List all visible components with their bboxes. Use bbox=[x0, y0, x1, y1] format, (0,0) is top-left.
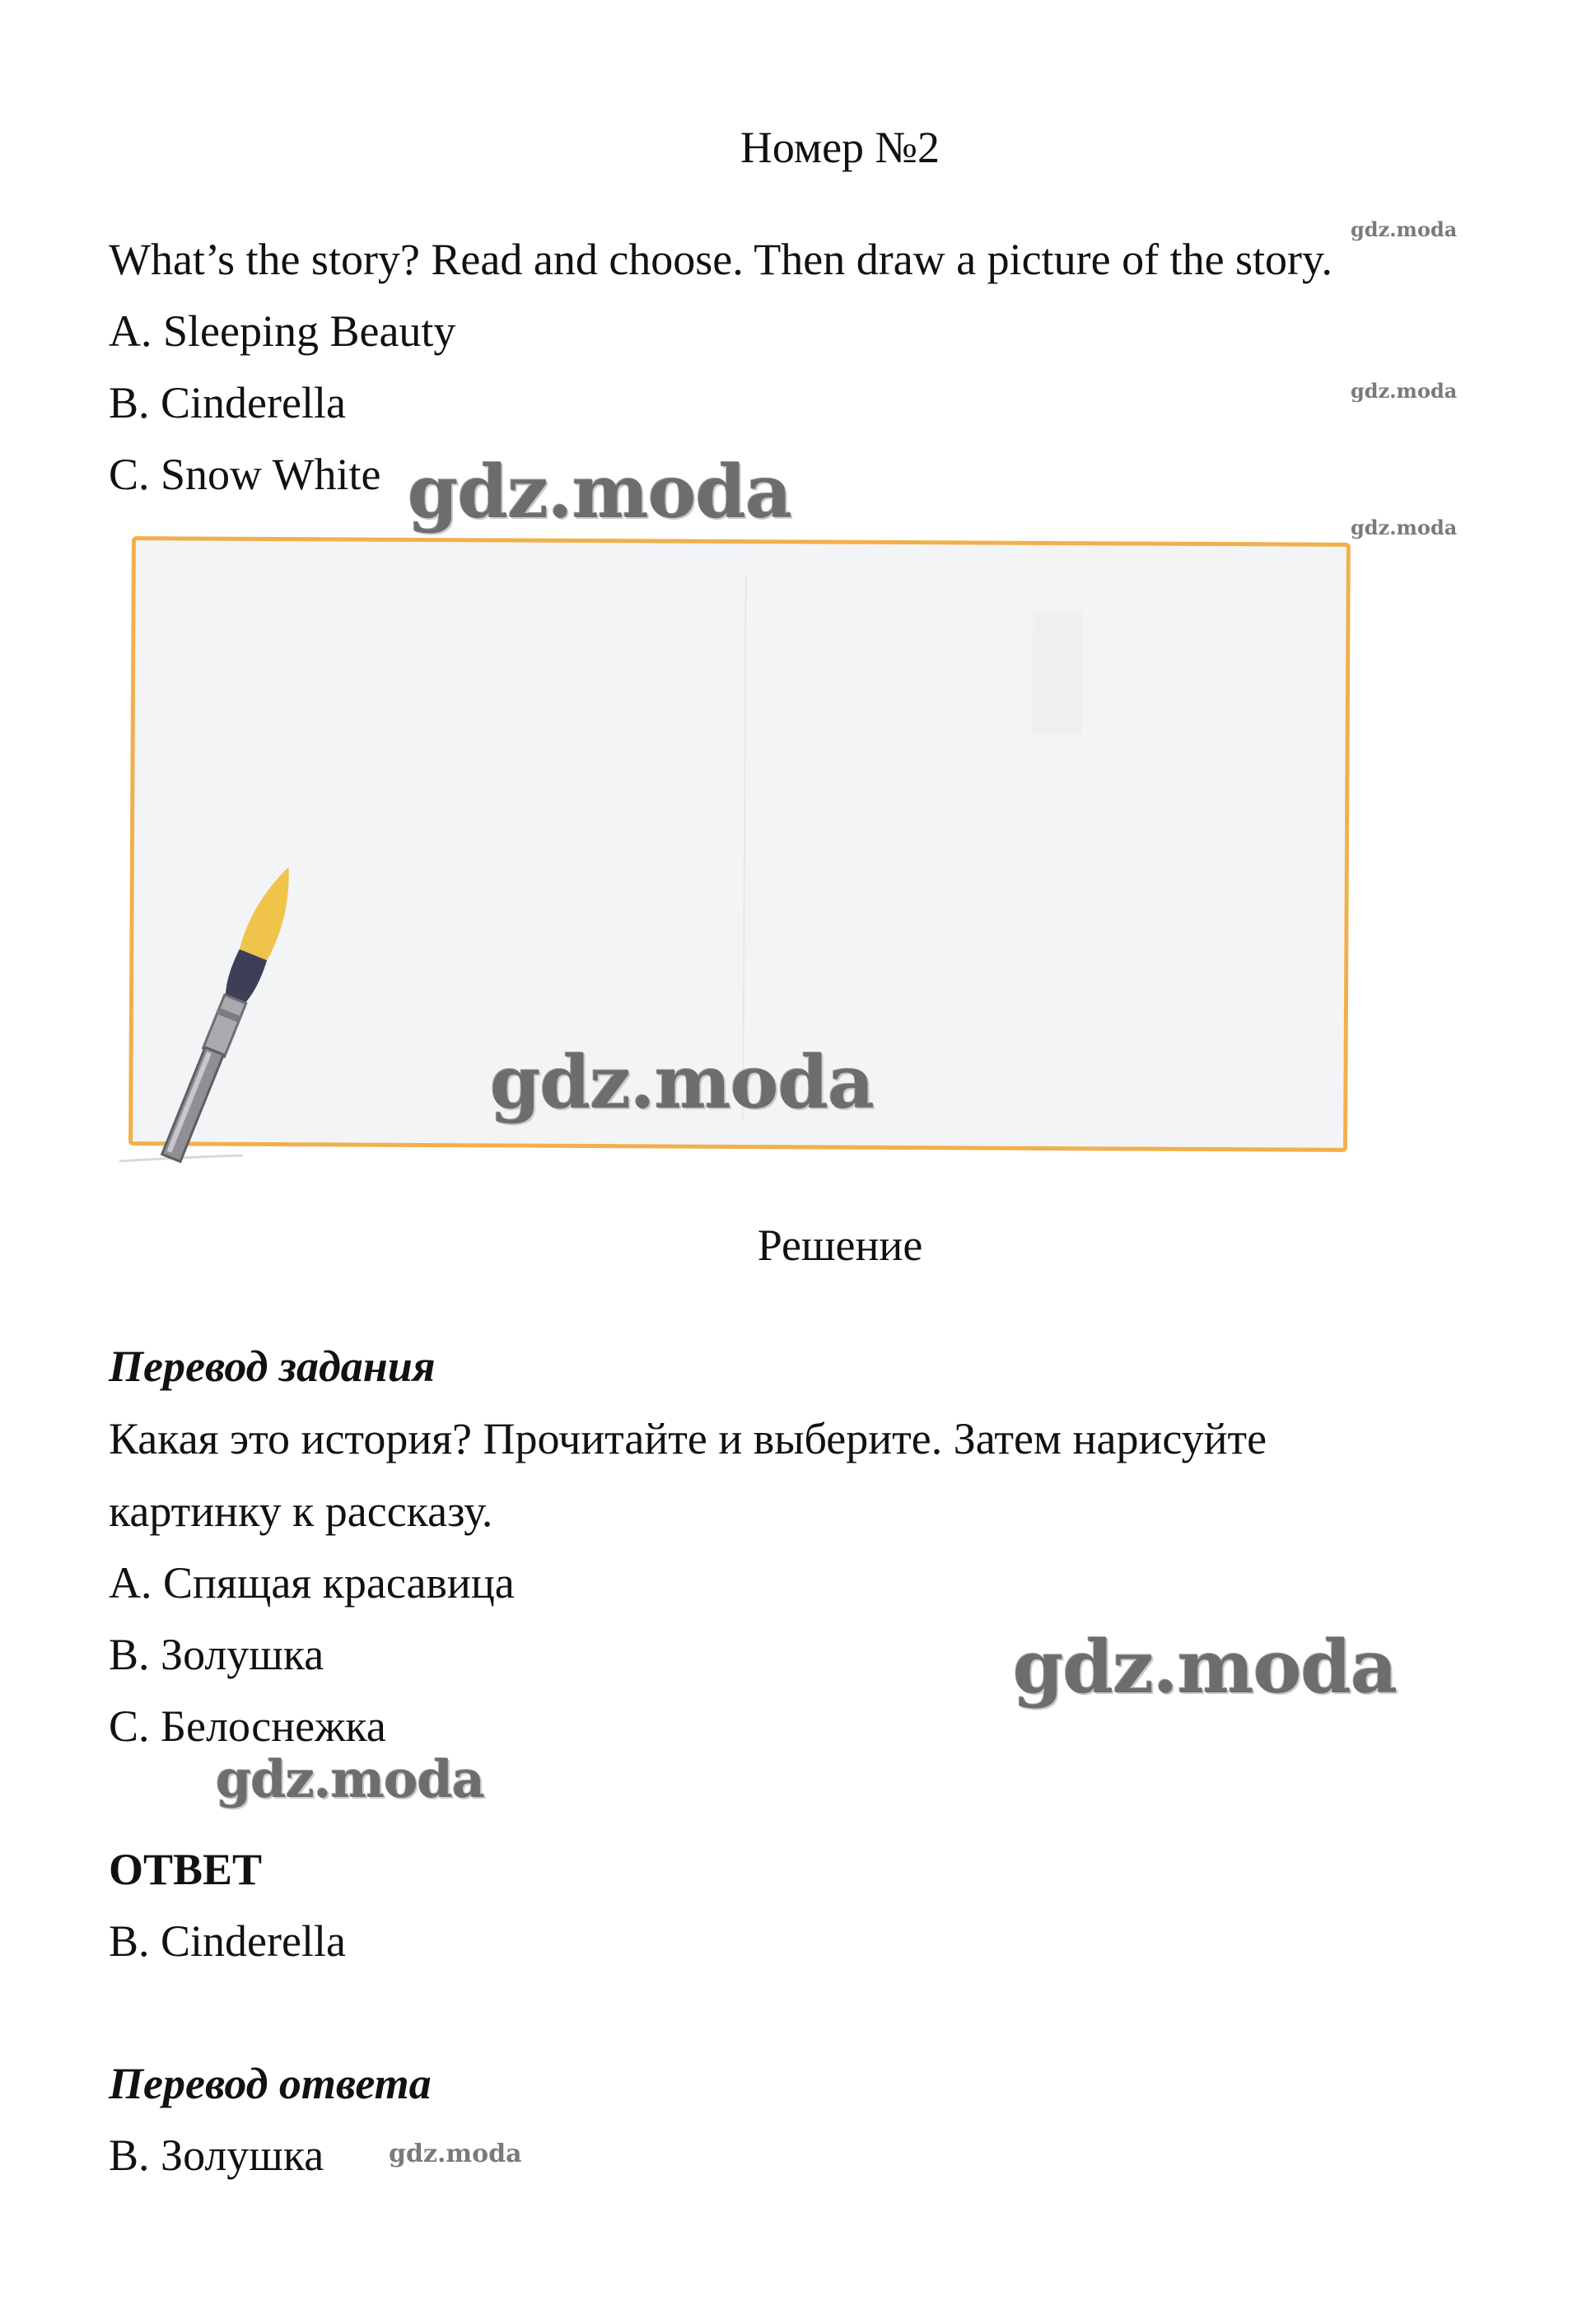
task-instruction: What’s the story? Read and choose. Then draw a picture of the story. bbox=[109, 235, 1333, 284]
answer-text: B. Cinderella bbox=[109, 1916, 346, 1966]
watermark: gdz.moda bbox=[1013, 1624, 1398, 1710]
translation-line-1: Какая это история? Прочитайте и выберите. Затем нарисуйте bbox=[109, 1414, 1267, 1463]
translation-line-2: картинку к рассказу. bbox=[109, 1486, 493, 1536]
answer-translation-text: В. Золушка bbox=[109, 2130, 324, 2180]
paintbrush-icon bbox=[111, 836, 358, 1165]
translation-heading: Перевод задания bbox=[109, 1342, 436, 1391]
translation-option-c: С. Белоснежка bbox=[109, 1701, 386, 1751]
watermark: gdz.moda bbox=[1351, 516, 1458, 539]
watermark: gdz.moda bbox=[1351, 379, 1458, 403]
answer-heading: ОТВЕТ bbox=[109, 1845, 263, 1894]
option-b: B. Cinderella bbox=[109, 378, 346, 427]
watermark: gdz.moda bbox=[216, 1749, 484, 1809]
option-c: C. Snow White bbox=[109, 450, 381, 499]
translation-option-b: В. Золушка bbox=[109, 1630, 324, 1679]
watermark: gdz.moda bbox=[490, 1039, 875, 1125]
watermark: gdz.moda bbox=[389, 2140, 522, 2168]
option-a: A. Sleeping Beauty bbox=[109, 306, 456, 356]
page-title: Номер №2 bbox=[740, 123, 940, 172]
answer-translation-heading: Перевод ответа bbox=[109, 2059, 432, 2108]
translation-option-a: А. Спящая красавица bbox=[109, 1558, 515, 1608]
solution-heading: Решение bbox=[757, 1220, 923, 1270]
watermark: gdz.moda bbox=[1351, 217, 1458, 241]
watermark: gdz.moda bbox=[408, 449, 792, 534]
